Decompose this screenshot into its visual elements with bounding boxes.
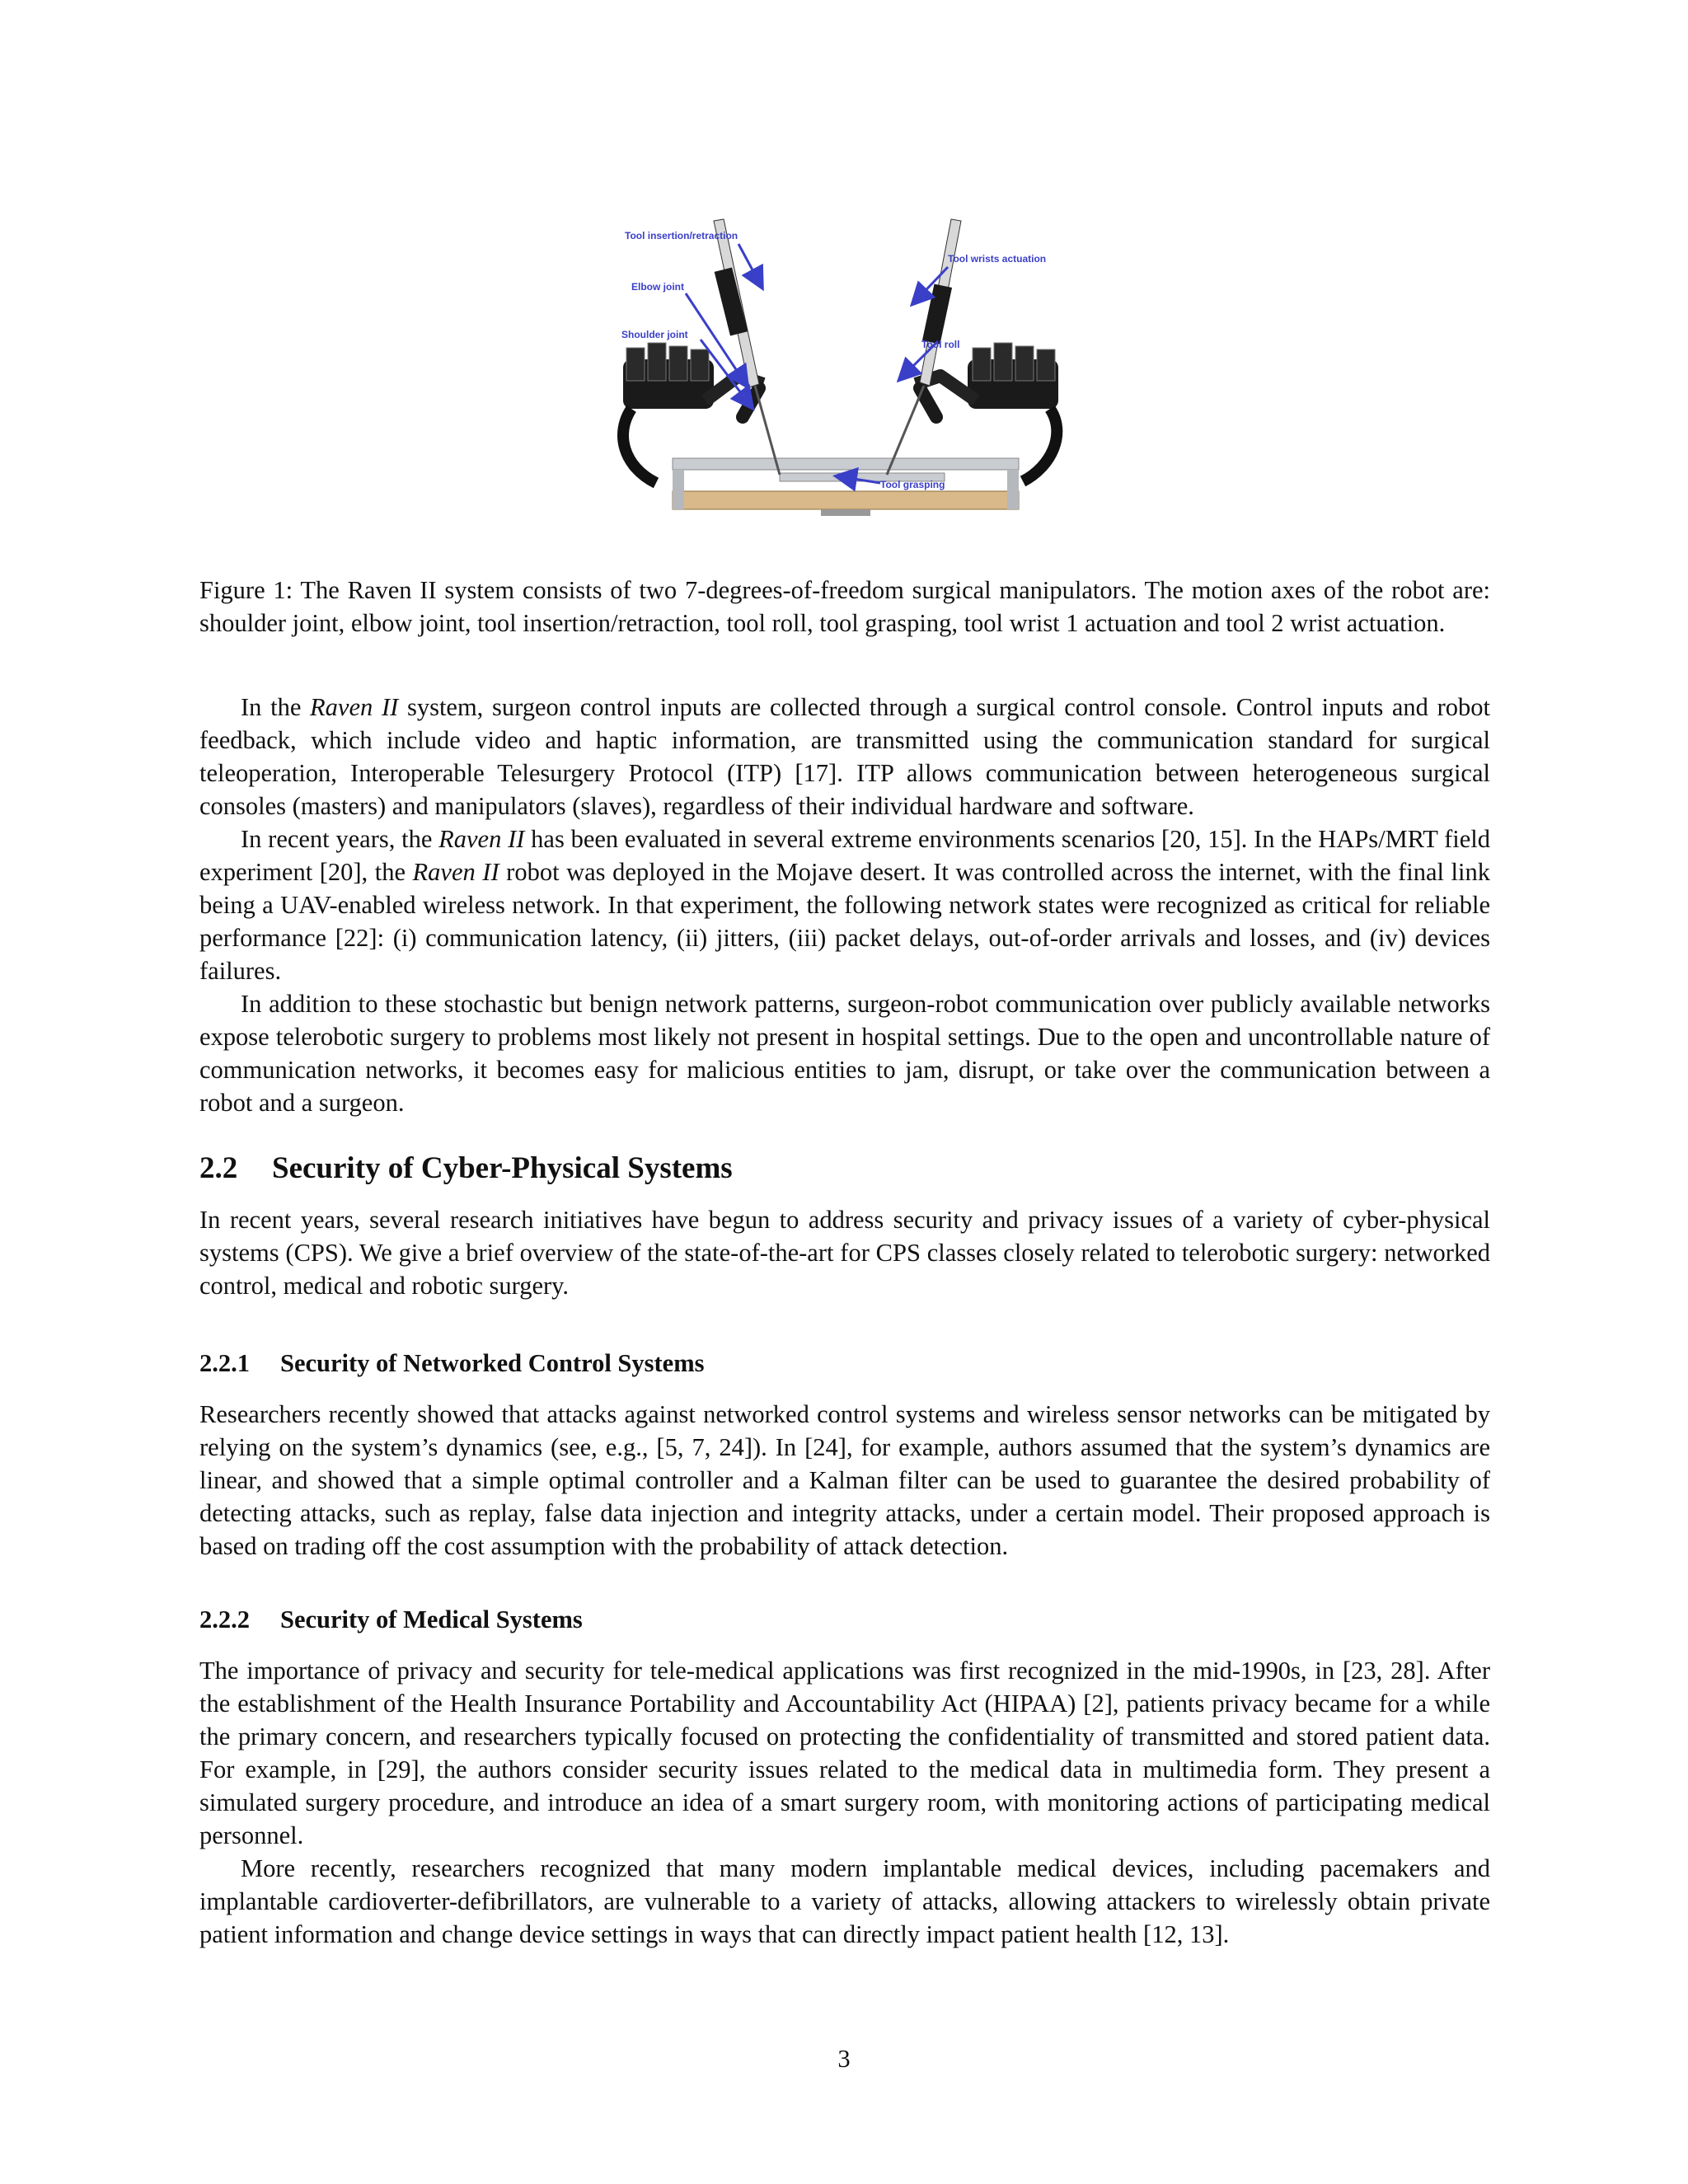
raven-ii-figure <box>615 211 1067 524</box>
section-2-2-1 <box>199 1347 1490 1563</box>
subsection-2-2-2-paragraph-1: The importance of privacy and security for tele-medical applications was first recognized in the mid-1990s, in [23, 28]. After the establishment of the Health Insurance Portability and Accountability Act (HIPAA) [2], patients privacy became for a while the primary concern, and researchers typically focused on protecting the confidentiality of transmitted and stored patient data. For example, in [29], the authors consider security issues related to the medical data in multimedia form. They present a simulated surgery procedure, and introduce an idea of a smart surgery room, with monitoring actions of participating medical personnel. <box>199 1657 1490 1849</box>
label-shoulder-joint: Shoulder joint <box>621 329 688 340</box>
subsection-heading-2-2-1: 2.2.1 Security of Networked Control Systems <box>199 1349 705 1377</box>
label-elbow-joint: Elbow joint <box>631 281 684 293</box>
section-heading-2-2: 2.2 Security of Cyber-Physical Systems <box>199 1151 733 1185</box>
label-tool-roll: Tool roll <box>921 339 960 350</box>
raven-ii-robot-illustration <box>615 211 1067 524</box>
subsection-heading-2-2-2: 2.2.2 Security of Medical Systems <box>199 1605 583 1633</box>
label-tool-wrists: Tool wrists actuation <box>948 253 1047 265</box>
intro-paragraphs <box>199 691 1490 1119</box>
label-tool-insertion: Tool insertion/retraction <box>625 230 738 241</box>
paragraph-itp: In the Raven II system, surgeon control inputs are collected through a surgical control console. Control inputs and robot feedback, which include video and haptic information, are transmitted using the communication standard for surgical teleoperation, Interoperable Telesurgery Protocol (ITP) [17]. ITP allows communication between heterogeneous surgical consoles (masters) and manipulators (slaves), regardless of their individual hardware and software. <box>199 693 1490 820</box>
figure-caption: Figure 1: The Raven II system consists of two 7-degrees-of-freedom surgical manipulators. The motion axes of the robot are: shoulder joint, elbow joint, tool insertion/retraction, tool roll, tool grasping, tool wrist 1 actuation and tool 2 wrist actuation. <box>199 576 1490 637</box>
subsection-2-2-1-paragraph: Researchers recently showed that attacks against networked control systems and wireless sensor networks can be mitigated by relying on the system’s dynamics (see, e.g., [5, 7, 24]). In [24], for example, authors assumed that the system’s dynamics are linear, and showed that a simple optimal controller and a Kalman filter can be used to guarantee the desired probability of detecting attacks, such as replay, false data injection and integrity attacks, under a certain model. Their proposed approach is based on trading off the cost assumption with the probability of attack detection. <box>199 1400 1490 1560</box>
page-number: 3 <box>837 2045 851 2073</box>
section-2-2-2 <box>199 1603 1490 1951</box>
section-2-2-paragraph: In recent years, several research initiatives have begun to address security and privacy issues of a variety of cyber-physical systems (CPS). We give a brief overview of the state-of-the-art for CPS classes closely related to telerobotic surgery: networked control, medical and robotic surgery. <box>199 1206 1490 1300</box>
paragraph-network-threats: In addition to these stochastic but benign network patterns, surgeon-robot communication over publicly available networks expose telerobotic surgery to problems most likely not present in hospital settings. Due to the open and uncontrollable nature of communication networks, it becomes easy for malicious entities to jam, disrupt, or take over the communication between a robot and a surgeon. <box>199 990 1490 1117</box>
section-2-2 <box>199 1151 1490 1302</box>
paragraph-extreme-environments: In recent years, the Raven II has been evaluated in several extreme environments scenarios [20, 15]. In the HAPs/MRT field experiment [20], the Raven II robot was deployed in the Mojave desert. It was controlled across the internet, with the final link being a UAV-enabled wireless network. In that experiment, the following network states were recognized as critical for reliable performance [22]: (i) communication latency, (ii) jitters, (iii) packet delays, out-of-order arrivals and losses, and (iv) devices failures. <box>199 825 1491 985</box>
label-tool-grasping: Tool grasping <box>880 479 945 490</box>
subsection-2-2-2-paragraph-2: More recently, researchers recognized that many modern implantable medical devices, including pacemakers and implantable cardioverter-defibrillators, are vulnerable to a variety of attacks, allowing attackers to wirelessly obtain private patient information and change device settings in ways that can directly impact patient health [12, 13]. <box>199 1854 1490 1948</box>
